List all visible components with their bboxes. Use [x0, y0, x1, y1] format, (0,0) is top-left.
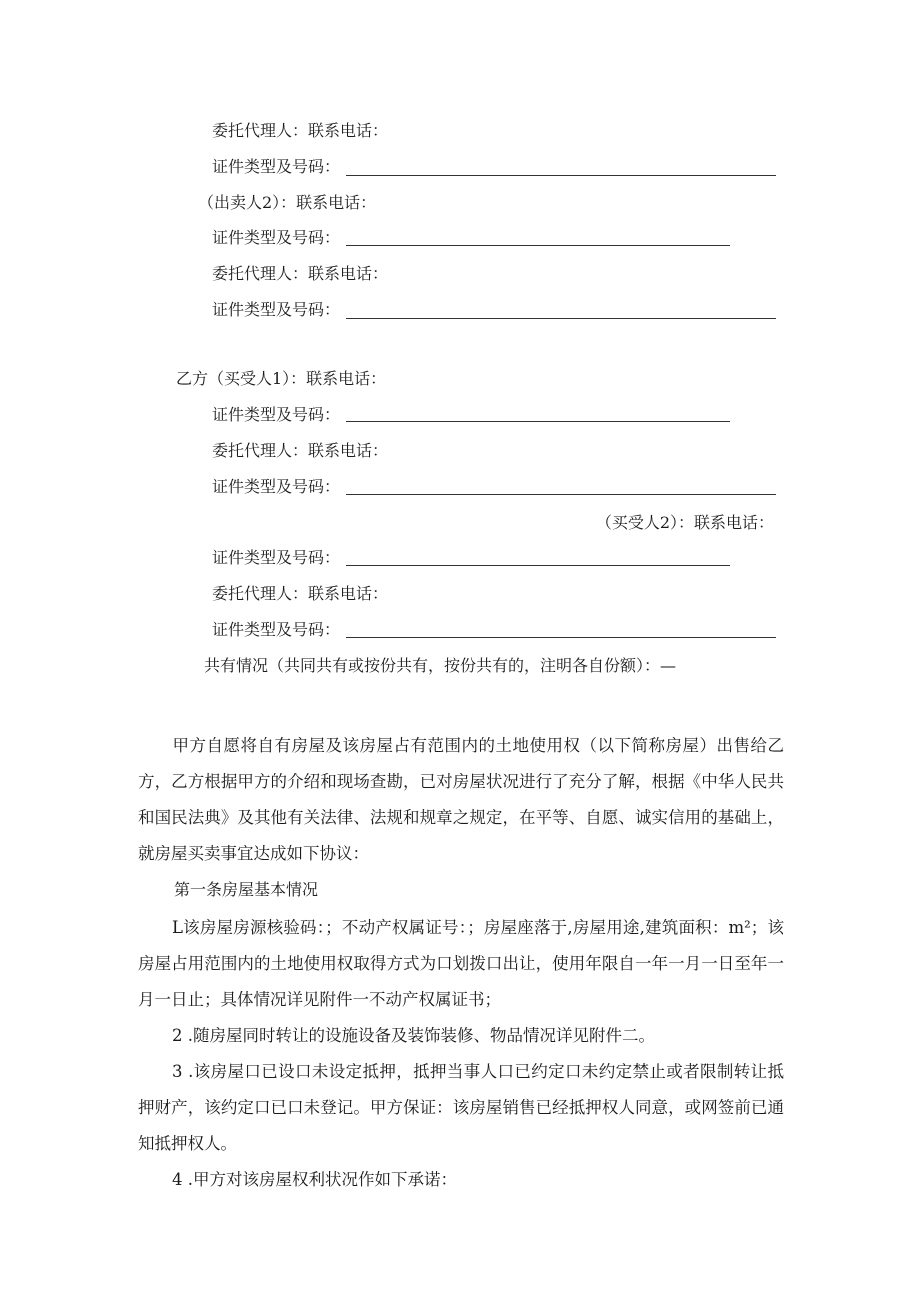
buyer-1-contact-line: 乙方（买受人1）：联系电话： [176, 369, 387, 388]
fill-in-underline [346, 318, 776, 319]
article-1-title: 第一条房屋基本情况 [174, 880, 319, 899]
id-type-number-label: 证件类型及号码： [212, 300, 341, 319]
co-ownership-line: 共有情况（共同共有或按份共有，按份共有的，注明各自份额）：— [204, 656, 677, 675]
seller-2-contact-line: （出卖人2）：联系电话： [198, 193, 377, 212]
clause-4-paragraph: 4 .甲方对该房屋权利状况作如下承诺： [172, 1170, 457, 1189]
agent-contact-line: 委托代理人：联系电话： [212, 441, 389, 460]
clause-2-paragraph: 2 .随房屋同时转让的设施设备及装饰装修、物品情况详见附件二。 [172, 1026, 655, 1045]
clause-3-paragraph: 3 .该房屋口已设口未设定抵押，抵押当事人口已约定口未约定禁止或者限制转让抵押财产，该约定口已口未登记。甲方保证：该房屋销售已经抵押权人同意，或网签前已通知抵押权人。 [138, 1062, 784, 1153]
fill-in-underline [346, 175, 776, 176]
buyer-2-contact-line: （买受人2）：联系电话： [595, 513, 774, 532]
agent-contact-line: 委托代理人：联系电话： [212, 121, 389, 140]
preamble-paragraph: 甲方自愿将自有房屋及该房屋占有范围内的土地使用权（以下简称房屋）出售给乙方，乙方根据甲方的介绍和现场查勘，已对房屋状况进行了充分了解，根据《中华人民共和国民法典》及其他有关法律、法规和规章之规定，在平等、自愿、诚实信用的基础上，就房屋买卖事宜达成如下协议： [138, 736, 784, 863]
id-type-number-label: 证件类型及号码： [212, 405, 341, 424]
id-type-number-label: 证件类型及号码： [212, 548, 341, 567]
fill-in-underline [346, 565, 730, 566]
id-type-number-label: 证件类型及号码： [212, 228, 341, 247]
id-type-number-label: 证件类型及号码： [212, 157, 341, 176]
fill-in-underline [346, 494, 776, 495]
agent-contact-line: 委托代理人：联系电话： [212, 264, 389, 283]
fill-in-underline [346, 637, 776, 638]
agent-contact-line: 委托代理人：联系电话： [212, 584, 389, 603]
id-type-number-label: 证件类型及号码： [212, 620, 341, 639]
clause-1-paragraph: L该房屋房源核验码：；不动产权属证号：；房屋座落于,房屋用途,建筑面积：m²；该房屋占用范围内的土地使用权取得方式为口划拨口出让，使用年限自一年一月一日至年一月一日止；具体情况详见附件一不动产权属证书； [138, 918, 784, 1009]
fill-in-underline [346, 421, 730, 422]
fill-in-underline [346, 245, 730, 246]
id-type-number-label: 证件类型及号码： [212, 477, 341, 496]
